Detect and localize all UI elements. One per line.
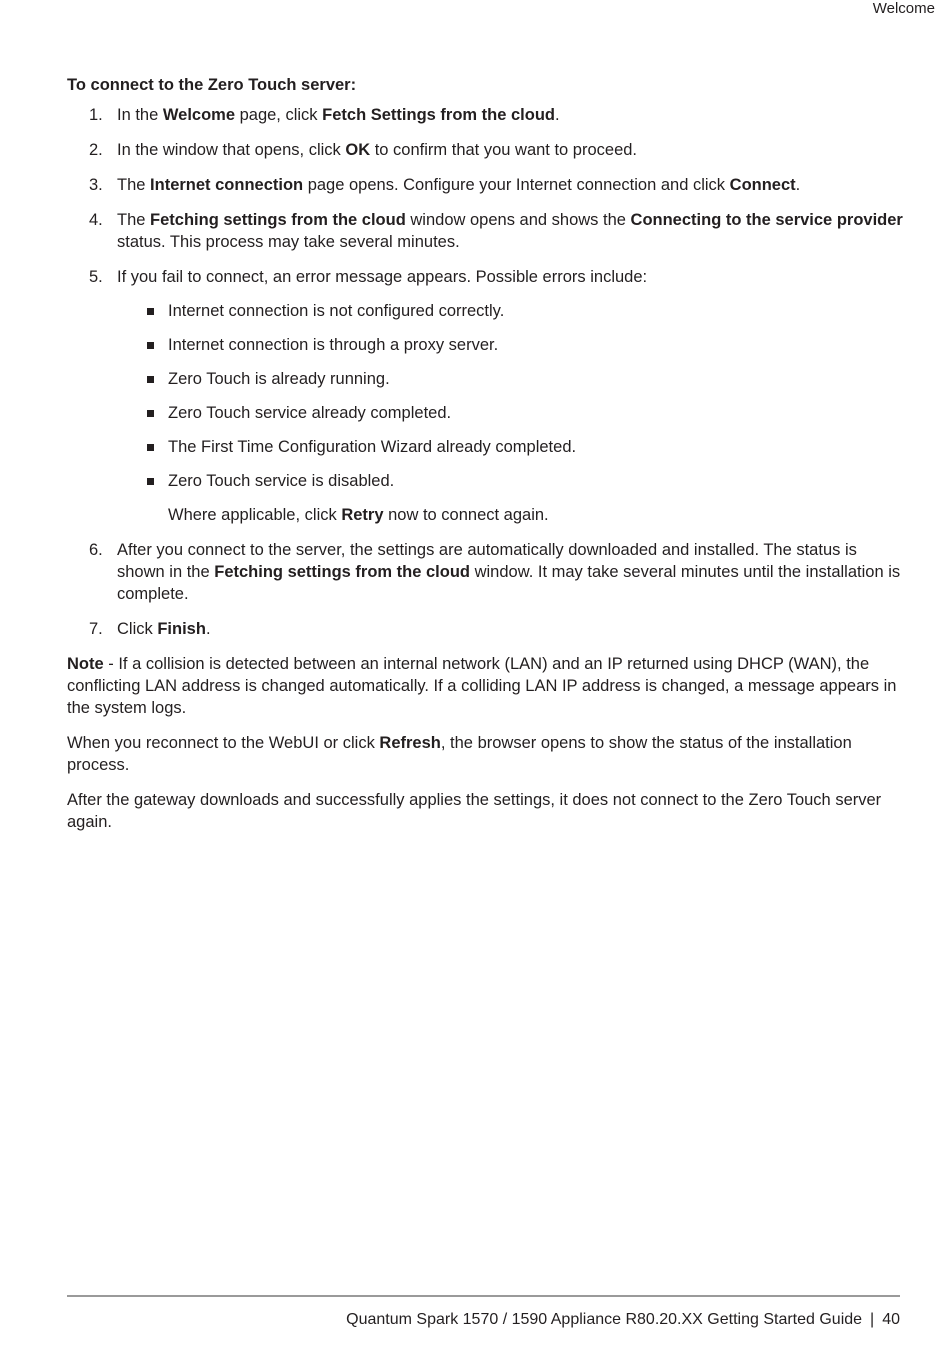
step-4 — [67, 209, 907, 253]
footer-divider — [67, 1295, 900, 1297]
error-item — [117, 470, 907, 492]
procedure-heading: To connect to the Zero Touch server: — [67, 76, 357, 94]
square-bullet-icon — [147, 342, 154, 349]
guide-title: Quantum Spark 1570 / 1590 Appliance R80.20.XX Getting Started Guide — [346, 1311, 863, 1328]
step-text: In the window that opens, click — [117, 141, 346, 159]
step-number: 1. — [89, 106, 103, 124]
step-text: In the — [117, 106, 163, 124]
square-bullet-icon — [147, 478, 154, 485]
step-number: 5. — [89, 268, 103, 286]
retry-note — [117, 504, 907, 526]
step-number: 4. — [89, 211, 103, 229]
step-text: window opens and shows the — [405, 211, 631, 229]
error-text: The First Time Configuration Wizard already completed. — [168, 438, 577, 456]
note-text: Where applicable, click — [168, 506, 342, 524]
step-text: to confirm that you want to proceed. — [370, 141, 638, 159]
step-2 — [67, 139, 907, 161]
error-text: Internet connection is through a proxy server. — [168, 336, 499, 354]
square-bullet-icon — [147, 410, 154, 417]
ui-term: OK — [345, 141, 371, 159]
ui-term: Fetch Settings from the cloud — [322, 106, 555, 124]
final-paragraph — [67, 789, 907, 833]
page-footer — [346, 1311, 900, 1329]
step-number: 6. — [89, 541, 103, 559]
ui-term: Fetching settings from the cloud — [214, 563, 470, 581]
step-number: 2. — [89, 141, 103, 159]
step-number: 3. — [89, 176, 103, 194]
ui-term: Connect — [729, 176, 796, 194]
error-item — [117, 436, 907, 458]
footer-separator: | — [870, 1311, 875, 1328]
paragraph-text: After the gateway downloads and successfully applies the settings, it does not connect to the Zero Touch server again. — [67, 791, 882, 831]
step-text: The — [117, 176, 151, 194]
step-7 — [67, 618, 907, 640]
step-text: . — [795, 176, 801, 194]
note-paragraph — [67, 653, 907, 719]
ui-term: Retry — [341, 506, 384, 524]
ui-term: Internet connection — [150, 176, 304, 194]
ui-term: Refresh — [379, 734, 441, 752]
step-1 — [67, 104, 907, 126]
step-text: Click — [117, 620, 158, 638]
ui-term: Fetching settings from the cloud — [150, 211, 406, 229]
square-bullet-icon — [147, 444, 154, 451]
error-text: Zero Touch service already completed. — [168, 404, 452, 422]
step-text: page opens. Configure your Internet connection and click — [303, 176, 730, 194]
main-content — [67, 76, 907, 833]
ui-term: Welcome — [162, 106, 236, 124]
running-header: Welcome — [872, 0, 935, 17]
square-bullet-icon — [147, 308, 154, 315]
error-list — [117, 300, 907, 492]
procedure-steps — [67, 104, 907, 640]
error-item — [117, 368, 907, 390]
error-text: Zero Touch service is disabled. — [168, 472, 395, 490]
error-item — [117, 334, 907, 356]
step-text: . — [555, 106, 560, 124]
error-item — [117, 402, 907, 424]
paragraph-text: When you reconnect to the WebUI or click — [67, 734, 380, 752]
square-bullet-icon — [147, 376, 154, 383]
paragraph-text: , the browser opens to show the status of the installation process. — [67, 734, 852, 774]
step-3 — [67, 174, 907, 196]
reconnect-paragraph — [67, 732, 907, 776]
step-text: . — [205, 620, 211, 638]
error-item — [117, 300, 907, 322]
step-6 — [67, 539, 907, 605]
error-text: Zero Touch is already running. — [168, 370, 390, 388]
step-text: page, click — [235, 106, 323, 124]
step-text: If you fail to connect, an error message appears. Possible errors include: — [117, 268, 648, 286]
step-text: status. This process may take several minutes. — [117, 233, 460, 251]
note-label: Note — [67, 655, 104, 673]
note-text: now to connect again. — [383, 506, 549, 524]
step-text: window. It may take several minutes until the installation is complete. — [117, 563, 901, 603]
ui-term: Finish — [157, 620, 206, 638]
page-number: 40 — [882, 1311, 900, 1328]
ui-term: Connecting to the service provider — [630, 211, 903, 229]
step-number: 7. — [89, 620, 103, 638]
step-text: After you connect to the server, the settings are automatically downloaded and installed. The status is shown in the — [117, 541, 857, 581]
step-text: The — [117, 211, 151, 229]
paragraph-text: - If a collision is detected between an internal network (LAN) and an IP returned using DHCP (WAN), the conflicting LAN address is changed automatically. If a colliding LAN IP address is changed, a message appears in the system logs. — [67, 655, 897, 717]
step-5 — [67, 266, 907, 526]
error-text: Internet connection is not configured correctly. — [168, 302, 505, 320]
